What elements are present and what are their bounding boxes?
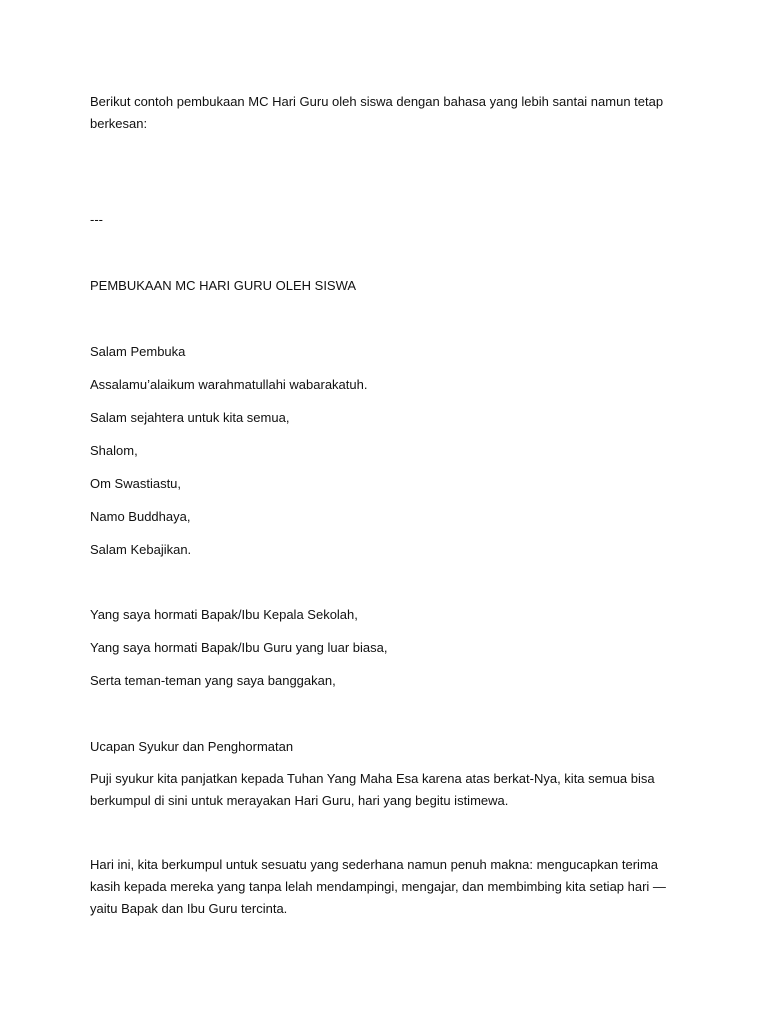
document-title: PEMBUKAAN MC HARI GURU OLEH SISWA — [90, 278, 357, 293]
separator: --- — [90, 212, 103, 227]
greeting-heading: Salam Pembuka — [90, 344, 186, 359]
greeting-line: Salam Kebajikan. — [90, 542, 192, 557]
gratitude-heading: Ucapan Syukur dan Penghormatan — [90, 739, 294, 754]
greeting-line: Shalom, — [90, 443, 138, 458]
gratitude-paragraph: Hari ini, kita berkumpul untuk sesuatu yang sederhana namun penuh makna: mengucapkan terima kasih kepada mereka yang tanpa lelah mendampingi, mengajar, dan membimbing kita setiap hari — yaitu Bapak dan Ibu Guru tercinta. — [90, 857, 666, 916]
gratitude-paragraph: Puji syukur kita panjatkan kepada Tuhan Yang Maha Esa karena atas berkat-Nya, kita semua bisa berkumpul di sini untuk merayakan Hari Guru, hari yang begitu istimewa. — [90, 771, 655, 808]
respect-line: Yang saya hormati Bapak/Ibu Guru yang luar biasa, — [90, 640, 388, 655]
greeting-line: Assalamu’alaikum warahmatullahi wabarakatuh. — [90, 377, 368, 392]
intro-paragraph: Berikut contoh pembukaan MC Hari Guru oleh siswa dengan bahasa yang lebih santai namun tetap berkesan: — [90, 94, 664, 131]
greeting-line: Salam sejahtera untuk kita semua, — [90, 410, 290, 425]
respect-line: Serta teman-teman yang saya banggakan, — [90, 673, 336, 688]
respect-line: Yang saya hormati Bapak/Ibu Kepala Sekolah, — [90, 607, 358, 622]
greeting-line: Om Swastiastu, — [90, 476, 182, 491]
greeting-line: Namo Buddhaya, — [90, 509, 191, 524]
